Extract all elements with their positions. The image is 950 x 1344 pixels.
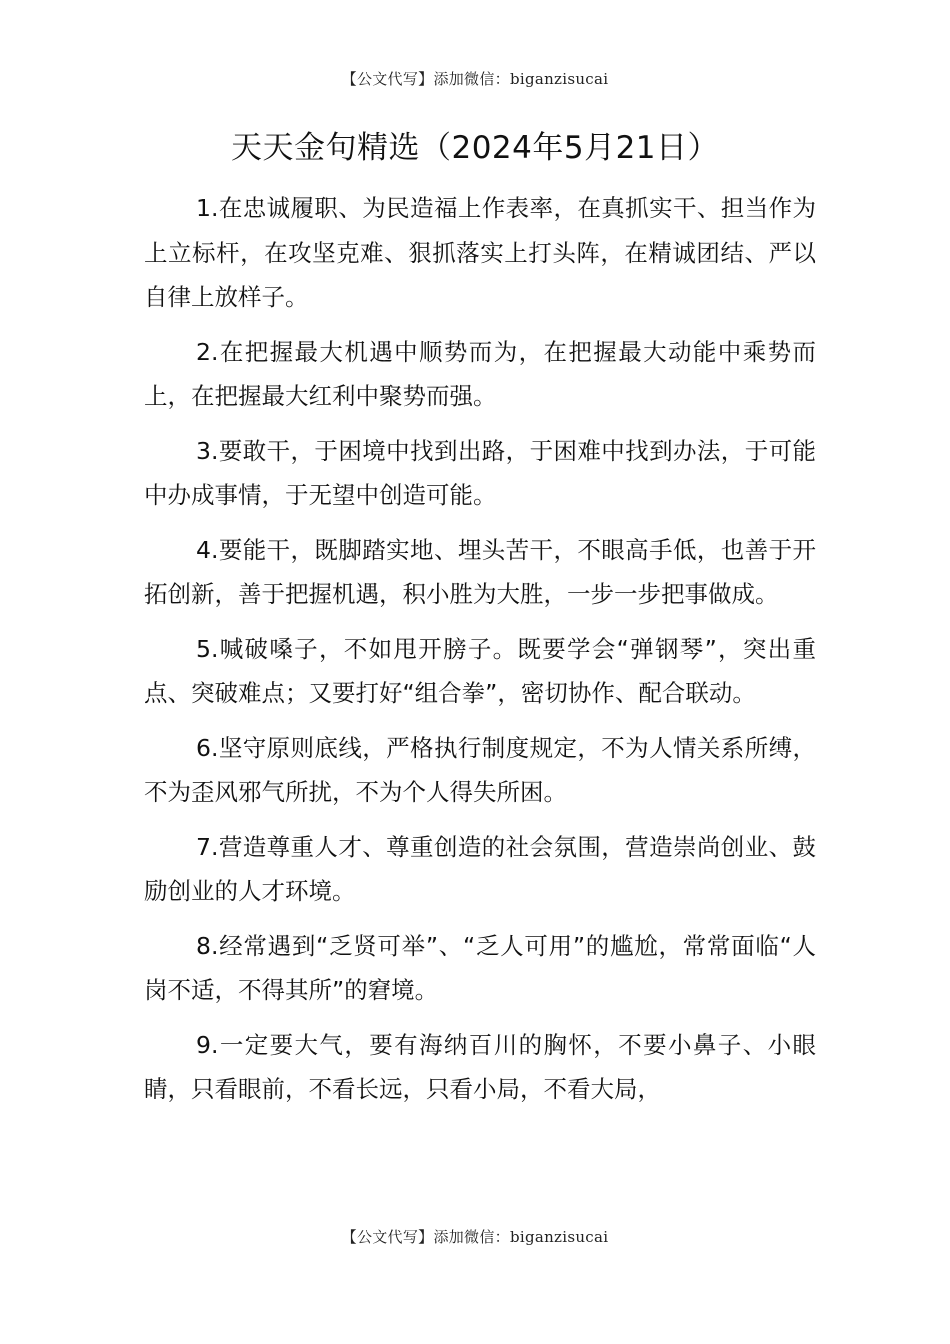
quote-item: 6.坚守原则底线，严格执行制度规定，不为人情关系所缚，不为歪风邪气所扰，不为个人得失所困。 [144,733,816,806]
quotes-list [144,186,816,1122]
quote-item: 2.在把握最大机遇中顺势而为，在把握最大动能中乘势而上，在把握最大红利中聚势而强。 [144,337,816,410]
document-title: 天天金句精选（2024年5月21日） [230,130,720,166]
page-footer: 【公文代写】添加微信：biganzisucai [341,1228,609,1246]
quote-item: 3.要敢干，于困境中找到出路，于困难中找到办法，于可能中办成事情，于无望中创造可能。 [144,436,816,509]
quote-item: 5.喊破嗓子，不如甩开膀子。既要学会“弹钢琴”，突出重点、突破难点；又要打好“组合拳”，密切协作、配合联动。 [144,634,816,707]
quote-item: 8.经常遇到“乏贤可举”、“乏人可用”的尴尬，常常面临“人岗不适，不得其所”的窘境。 [144,931,816,1004]
quote-item: 1.在忠诚履职、为民造福上作表率，在真抓实干、担当作为上立标杆，在攻坚克难、狠抓落实上打头阵，在精诚团结、严以自律上放样子。 [144,194,816,311]
page-header: 【公文代写】添加微信：biganzisucai [341,70,609,88]
quote-item: 7.营造尊重人才、尊重创造的社会氛围，营造崇尚创业、鼓励创业的人才环境。 [144,832,816,905]
quote-item: 9.一定要大气，要有海纳百川的胸怀，不要小鼻子、小眼睛，只看眼前，不看长远，只看小局，不看大局， [144,1030,816,1103]
quote-item: 4.要能干，既脚踏实地、埋头苦干，不眼高手低，也善于开拓创新，善于把握机遇，积小胜为大胜，一步一步把事做成。 [144,535,816,608]
